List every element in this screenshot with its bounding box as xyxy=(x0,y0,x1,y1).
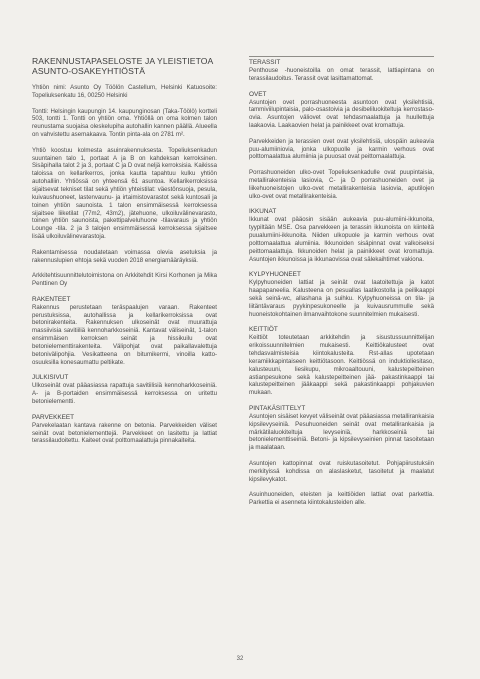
section xyxy=(249,326,434,397)
section xyxy=(32,296,217,367)
body-paragraph: Asuinhuoneiden, eteisten ja keittiöiden lattiat ovat parkettia. Parkettia ei asenneta kiintokalusteiden alle. xyxy=(249,491,434,507)
body-paragraph: Asuntojen kattopinnat ovat ruiskutasoitetut. Pohjapiirustuksiin merkityissä kohdissa on alaslasketut, tasoitetut ja maalatut kipsilevykatot. xyxy=(249,459,434,483)
body-paragraph: Ulkoseinät ovat pääasiassa rapattuja savitiilisiä kennoharkkoseiniä. A- ja B-portaiden ensimmäisessä kerroksessa on uritettu betonielementti. xyxy=(32,382,217,406)
body-paragraph: Kylpyhuoneiden lattiat ja seinät ovat laatoitettuja ja katot haapapaneelia. Kalusteena on pesuallas laatikostolla ja peilikaappi sekä seinä-wc, allashana ja suihku. Kylpyhuoneissa on tila- ja liitäntävaraus pyykinpesukoneelle ja kuivausrummulle sekä huoneistokohtainen ilmanvaihtokone suunnitelmien mukaisesti. xyxy=(249,279,434,318)
section xyxy=(249,56,434,83)
section-heading: PINTAKÄSITTELYT xyxy=(249,404,306,412)
body-paragraph: Rakentamisessa noudatetaan voimassa olevia asetuksia ja rakennuslupien ehtoja sekä vuoden 2018 energiamääräyksiä. xyxy=(32,248,217,264)
body-paragraph: Parvekkeiden ja terassien ovet ovat yksilehtisiä, ulospäin aukeavia puu-alumiiniovia, jonka ulkopuolle ja karmin verhous ovat polttomaalattua alumiinia ja puuosat ovat peittomaalattuja. xyxy=(249,137,434,161)
section-heading: OVET xyxy=(249,90,267,98)
right-column xyxy=(249,56,434,515)
body-paragraph: Tontti: Helsingin kaupungin 14. kaupunginosan (Taka-Töölö) kortteli 503, tontti 1. Tontti on yhtiön oma. Yhtiöllä on oma kolmen talon reunustama suojaisa oleskelupiha autohallin kannen päällä. Alueella on vahvistettu asemakaava. Tontin pinta-ala on 2781 m². xyxy=(32,107,217,139)
section xyxy=(32,414,217,446)
section xyxy=(249,208,434,263)
body-paragraph: Arkkitehtisuunnittelutoimistona on Arkkitehdit Kirsi Korhonen ja Mika Penttinen Oy xyxy=(32,272,217,288)
body-paragraph: Porrashuoneiden ulko-ovet Topeliuksenkadulle ovat puupintaisia, metallirakenteisia lasiovia, C- ja D porrashuoneiden ovet ja liikehuoneistojen ulko-ovet metallirakenteisia lasiovia, aputilojen ulko-ovet ovat metallirakenteisia. xyxy=(249,169,434,200)
left-column xyxy=(32,56,217,453)
body-paragraph: Keittiöt toteutetaan arkkitehdin ja sisustussuunnittelijan erikoissuunnitelmien mukaisesti. Keittiökalusteet ovat tehdasvalmisteisia kiintokalusteita. Rst-allas upotetaan keramiikkapintaiseen keittiötasoon. Keittiössä on induktioliesitaso, kalusteuuni, liesikupu, mikroaaltouuni, kalustepeitteinen astianpesukone sekä kalustepeitteinen jää- pakastinkaappi tai kalustepeitteinen jääkaappi sekä pakastinkaappi pohjakuvien mukaan. xyxy=(249,334,434,397)
body-paragraph: Yhtiön nimi: Asunto Oy Töölön Castellum, Helsinki Katuosoite: Topeliuksenkatu 16, 00250 Helsinki xyxy=(32,84,217,99)
section xyxy=(249,91,434,201)
page-number: 32 xyxy=(236,656,244,662)
section-heading: IKKUNAT xyxy=(249,208,277,216)
document-title: RAKENNUSTAPASELOSTE JA YLEISTIETOA ASUNTO-OSAKEYHTIÖSTÄ xyxy=(32,56,213,76)
section xyxy=(32,84,217,288)
section xyxy=(249,405,434,507)
body-paragraph: Rakennus perustetaan teräspaalujen varaan. Rakenteet perustuksissa, autohallissa ja kellarikerroksissa ovat betonirakenteita. Rakennuksen ulkoseinät ovat muurattuja massiivisia savitiiliä kennoharkkoseiniä. Kantavat väliseinät, 1-talon ensimmäisen kerroksen seinät ja hissikuilu ovat betonielementtirakenteita. Välipohjat ovat paikallavalettuja betonivälipohjia. Vesikatteena on bitumikermi, vinoilla katto-osuuksilla konesaumattu peltikate. xyxy=(32,303,217,366)
body-paragraph: Asuntojen ovet porrashuoneesta asuntoon ovat yksilehtisiä, tammiviilupintaisia, palo-osastoivia ja desibeliluokiteltuja kerrostaso-ovia. Asuntojen väliovet ovat tehdasmaalattuja ja huullettuja laakaovia. Laakaovien helat ja painikkeet ovat kromattuja. xyxy=(249,98,434,130)
section-heading: PARVEKKEET xyxy=(32,413,75,421)
body-paragraph: Ikkunat ovat pääosin sisään aukeavia puu-alumiini-ikkunoita, tyypiltään MSE. Osa parvekkeen ja terassin ikkunoista on kiinteitä puualumiini-ikkunoita. Niiden ulkopuole ja karmin verhous ovat polttomaalattua alumiinia. Ikkunoiden sisäpinnat ovat valkoiseksi peittomaalattuja. Ikkunoiden helat ja painikkeet ovat kromattuja. Asuntojen ikkunoissa ja ikkunaovissa ovat sälekaihtimet vakiona. xyxy=(249,216,434,263)
section-heading: TERASSIT xyxy=(249,59,281,66)
body-paragraph: Penthouse -huoneistoilla on omat terassit, lattiapintana on terassilaudoitus. Terassit ovat lasittamattomat. xyxy=(249,67,434,82)
section-heading: JULKISIVUT xyxy=(32,374,69,382)
section-heading: KYLPYHUONEET xyxy=(249,271,301,279)
section xyxy=(249,271,434,318)
top-divider xyxy=(249,56,434,57)
body-paragraph: Asuntojen sisäiset kevyet väliseinät ovat pääasiassa metallirankaisia kipsilevyseiniä. Pesuhuoneiden seinät ovat metallirankaisia ja märkätilaluokiteltuja levyseiniä, harkkoseiniä tai betonielementtiseiniä. Betoni- ja kipsilevyseinien pinnat tasoitetaan ja maalataan. xyxy=(249,412,434,452)
section xyxy=(32,374,217,406)
section-heading: KEITTIÖT xyxy=(249,326,278,334)
section-heading: RAKENTEET xyxy=(32,295,71,303)
body-paragraph: Yhtiö koostuu kolmesta asuinrakennuksesta. Topeliuksenkadun suuntainen talo 1, portaat A ja B on kahdeksan kerroksinen. Sisäpihalla talot 2 ja 3, portaat C ja D ovat neljä kerroksisia. Kaikissa taloissa on kellarikerros, jonka kautta tapahtuu kulku yhtiön autohalliin. Yhtiössä on yhteensä 61 asuntoa. Kellarikerroksissa sijaitsevat tekniset tilat sekä yhtiön yhteistilat: väestönsuoja, pesula, kuivaushuoneet, lastenvaunu- ja irtaimistovarastot sekä kuntosali ja toinen yhtiön saunoista. 1 talon ensimmäisessä kerroksessa sijaitsee liiketilat (77m2, 43m2), jätehuone, ulkoiluvälinevarasto, toinen yhtiön saunoista, pakettipalveluhuone -tilavaraus ja yhtiön Lounge -tila. 2 ja 3 talojen ensimmäisessä kerroksessa sijaitsee lisää ulkoiluvälinevarastoja. xyxy=(32,146,217,241)
body-paragraph: Parvekelaatan kantava rakenne on betonia. Parvekkeiden väliset seinät ovat betonielementtejä. Parvekkeet on lasitettu ja lattiat terassilaudoitettu. Kaiteet ovat polttomaalattuja pinnakaiteita. xyxy=(32,421,217,445)
